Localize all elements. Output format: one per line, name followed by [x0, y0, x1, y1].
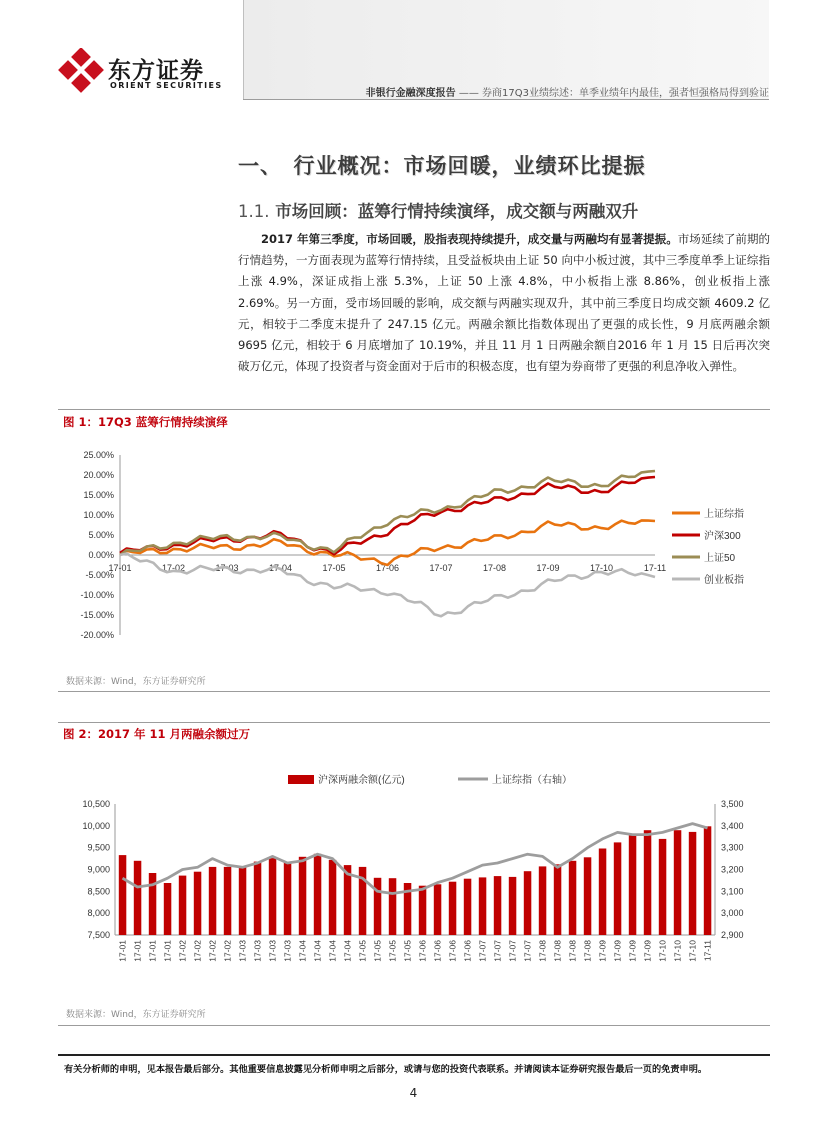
x-tick-label: 17-10 [672, 940, 683, 962]
margin-balance-bar [209, 867, 217, 935]
margin-balance-bar [554, 864, 562, 935]
y-left-tick-label: 9,500 [87, 842, 110, 853]
y-tick-label: 20.00% [83, 470, 114, 480]
margin-balance-bar [314, 854, 322, 935]
header-divider [243, 0, 244, 100]
x-tick-label: 17-01 [132, 940, 143, 962]
x-tick-label: 17-01 [162, 940, 173, 962]
x-tick-label: 17-07 [507, 940, 518, 962]
margin-balance-bar [659, 839, 667, 935]
figure-2-bottom-rule [58, 1025, 770, 1026]
x-tick-label: 17-05 [322, 563, 346, 573]
x-tick-label: 17-08 [482, 563, 507, 573]
company-logo [58, 48, 228, 96]
y-left-tick-label: 8,000 [87, 908, 110, 919]
legend-label: 上证综指 [704, 509, 744, 520]
margin-balance-bar [329, 860, 337, 935]
x-tick-label: 17-09 [642, 940, 653, 962]
x-tick-label: 17-04 [297, 940, 308, 962]
x-tick-label: 17-08 [582, 940, 593, 962]
x-tick-label: 17-06 [462, 940, 473, 962]
logo-text-cn: 东方证券 [108, 58, 204, 84]
y-tick-label: 10.00% [83, 510, 114, 520]
x-tick-label: 17-02 [207, 940, 218, 962]
figure-2-combo-chart [60, 765, 780, 980]
x-tick-label: 17-05 [372, 940, 383, 962]
margin-balance-bar [284, 862, 292, 935]
legend-label: 上证综指（右轴） [492, 775, 572, 786]
y-right-tick-label: 3,400 [721, 820, 744, 831]
x-tick-label: 17-01 [117, 940, 128, 962]
x-tick-label: 17-01 [108, 563, 132, 573]
margin-balance-bar [464, 879, 472, 935]
paragraph-lead: 2017 年第三季度，市场回暖，股指表现持续提升，成交量与两融均有显著提振。 [261, 232, 678, 246]
logo-text-en: ORIENT SECURITIES [110, 81, 223, 90]
x-tick-label: 17-07 [522, 940, 533, 962]
margin-balance-bar [134, 861, 142, 935]
x-tick-label: 17-10 [589, 563, 614, 573]
x-tick-label: 17-09 [612, 940, 623, 962]
x-tick-label: 17-07 [477, 940, 488, 962]
margin-balance-bar [434, 884, 442, 935]
subsection-number: 1.1. [238, 202, 270, 221]
x-tick-label: 17-05 [387, 940, 398, 962]
figure-1-bottom-rule [58, 691, 770, 692]
x-tick-label: 17-03 [215, 563, 239, 573]
figure-2-source: 数据来源：Wind，东方证券研究所 [66, 1010, 206, 1020]
x-tick-label: 17-06 [447, 940, 458, 962]
margin-balance-bar [299, 857, 307, 935]
y-tick-label: -10.00% [80, 590, 114, 600]
logo-mark-icon [58, 48, 104, 94]
header-rule [243, 99, 769, 100]
legend-label: 沪深300 [704, 531, 741, 542]
subsection-title: 市场回顾：蓝筹行情持续演绎，成交额与两融双升 [275, 202, 639, 221]
x-tick-label: 17-04 [327, 940, 338, 962]
y-right-tick-label: 2,900 [721, 930, 744, 940]
y-left-tick-label: 10,000 [82, 820, 110, 831]
figure-2-top-rule [58, 722, 770, 723]
y-right-tick-label: 3,000 [721, 908, 744, 919]
figure-1-top-rule [58, 409, 770, 410]
figure-1-line-chart [60, 440, 780, 650]
margin-balance-bar [194, 872, 202, 935]
x-tick-label: 17-05 [357, 940, 368, 962]
x-tick-label: 17-09 [536, 563, 560, 573]
x-tick-label: 17-08 [567, 940, 578, 962]
y-left-tick-label: 7,500 [87, 930, 110, 940]
margin-balance-bar [614, 842, 622, 935]
legend-label: 上证50 [704, 553, 736, 564]
x-tick-label: 17-08 [537, 940, 548, 962]
series-line-1 [120, 520, 655, 565]
margin-balance-bar [509, 877, 517, 935]
x-tick-label: 17-02 [192, 940, 203, 962]
section-heading: 一、 行业概况：市场回暖，业绩环比提振 [238, 154, 646, 178]
legend-label: 创业板指 [704, 575, 744, 586]
x-tick-label: 17-08 [552, 940, 563, 962]
x-tick-label: 17-01 [147, 940, 158, 962]
x-tick-label: 17-02 [222, 940, 233, 962]
y-tick-label: 5.00% [88, 530, 114, 540]
x-tick-label: 17-06 [417, 940, 428, 962]
x-tick-label: 17-07 [429, 563, 453, 573]
x-tick-label: 17-11 [643, 563, 667, 573]
margin-balance-bar [584, 857, 592, 935]
y-right-tick-label: 3,500 [721, 799, 744, 809]
margin-balance-bar [254, 862, 261, 935]
x-tick-label: 17-06 [375, 563, 400, 573]
margin-balance-bar [449, 882, 457, 935]
x-tick-label: 17-02 [161, 563, 186, 573]
x-tick-label: 17-11 [702, 940, 713, 962]
series-line-3 [120, 471, 655, 555]
subsection-heading [238, 198, 638, 222]
margin-balance-bar [479, 877, 487, 935]
y-left-tick-label: 9,000 [87, 864, 110, 875]
y-tick-label: 0.00% [88, 550, 114, 560]
y-tick-label: -20.00% [80, 630, 114, 640]
margin-balance-bar [239, 867, 247, 935]
y-tick-label: -5.00% [85, 570, 114, 580]
y-tick-label: 25.00% [83, 450, 114, 460]
body-paragraph [238, 229, 770, 377]
footer-disclaimer: 有关分析师的申明，见本报告最后部分。其他重要信息披露见分析师申明之后部分，或请与您的投资代表联系。并请阅读本证券研究报告最后一页的免责申明。 [64, 1064, 708, 1075]
report-subtitle: —— 券商17Q3业绩综述：单季业绩年内最佳，强者恒强格局得到验证 [458, 88, 769, 99]
page-number: 4 [409, 1086, 418, 1100]
x-tick-label: 17-03 [267, 940, 278, 962]
x-tick-label: 17-10 [657, 940, 668, 962]
paragraph-body: 市场延续了前期的行情趋势，一方面表现为蓝筹行情持续，且受益板块由上证 50 向中小板过渡，其中三季度单季上证综指上涨 4.9%，深证成指上涨 5.3%，上证 50 上涨 4.8%，中小板指上涨 8.86%，创业板指上涨 2.69%。另一方面，受市场回暖的影响，成交额与两融实现双升，其中前三季度日均成交额 4609.2 亿元，相较于二季度末提升了 247.15 亿元。两融余额比指数体现出了更强的成长性，9 月底两融余额 9695 亿元，相较于 6 月底增加了 10.19%，并且 11 月 1 日两融余额自2016 年 1 月 15 日后再次突破万亿元，体现了投资者与资金面对于后市的积极态度，也有望为券商带了更强的利息净收入弹性。 [238, 232, 771, 374]
x-tick-label: 17-07 [492, 940, 503, 962]
x-tick-label: 17-09 [627, 940, 638, 962]
margin-balance-bar [224, 867, 232, 935]
margin-balance-bar [704, 826, 712, 935]
x-tick-label: 17-09 [597, 940, 608, 962]
figure-2-title: 图 2：2017 年 11 月两融余额过万 [63, 727, 251, 741]
margin-balance-bar [389, 878, 397, 935]
margin-balance-bar [164, 883, 172, 935]
margin-balance-bar [629, 834, 637, 935]
margin-balance-bar [674, 830, 682, 935]
x-tick-label: 17-05 [402, 940, 413, 962]
margin-balance-bar [269, 858, 277, 935]
x-tick-label: 17-04 [268, 563, 293, 573]
y-right-tick-label: 3,300 [721, 842, 744, 853]
margin-balance-bar [494, 876, 502, 935]
legend-swatch-bar [288, 775, 314, 784]
y-right-tick-label: 3,100 [721, 886, 744, 897]
x-tick-label: 17-06 [432, 940, 443, 962]
x-tick-label: 17-03 [252, 940, 263, 962]
margin-balance-bar [599, 849, 607, 936]
y-left-tick-label: 10,500 [82, 799, 110, 809]
margin-balance-bar [119, 855, 127, 935]
margin-balance-bar [374, 878, 382, 935]
x-tick-label: 17-04 [342, 940, 353, 962]
y-tick-label: 15.00% [83, 490, 114, 500]
x-tick-label: 17-03 [237, 940, 248, 962]
margin-balance-bar [179, 876, 187, 935]
x-tick-label: 17-03 [282, 940, 293, 962]
legend-label: 沪深两融余额(亿元) [318, 775, 405, 786]
margin-balance-bar [524, 871, 532, 935]
y-tick-label: -15.00% [80, 610, 114, 620]
y-left-tick-label: 8,500 [87, 886, 110, 897]
margin-balance-bar [644, 830, 652, 935]
figure-1-title: 图 1：17Q3 蓝筹行情持续演绎 [63, 415, 228, 429]
x-tick-label: 17-02 [177, 940, 188, 962]
margin-balance-bar [419, 886, 427, 935]
x-tick-label: 17-10 [687, 940, 698, 962]
report-header [366, 84, 769, 99]
margin-balance-bar [689, 832, 697, 935]
margin-balance-bar [569, 861, 577, 935]
x-tick-label: 17-04 [312, 940, 323, 962]
margin-balance-bar [539, 866, 547, 935]
report-type: 非银行金融深度报告 [365, 88, 456, 99]
figure-1-source: 数据来源：Wind，东方证券研究所 [66, 677, 206, 687]
y-right-tick-label: 3,200 [721, 864, 744, 875]
footer-rule [58, 1054, 770, 1056]
